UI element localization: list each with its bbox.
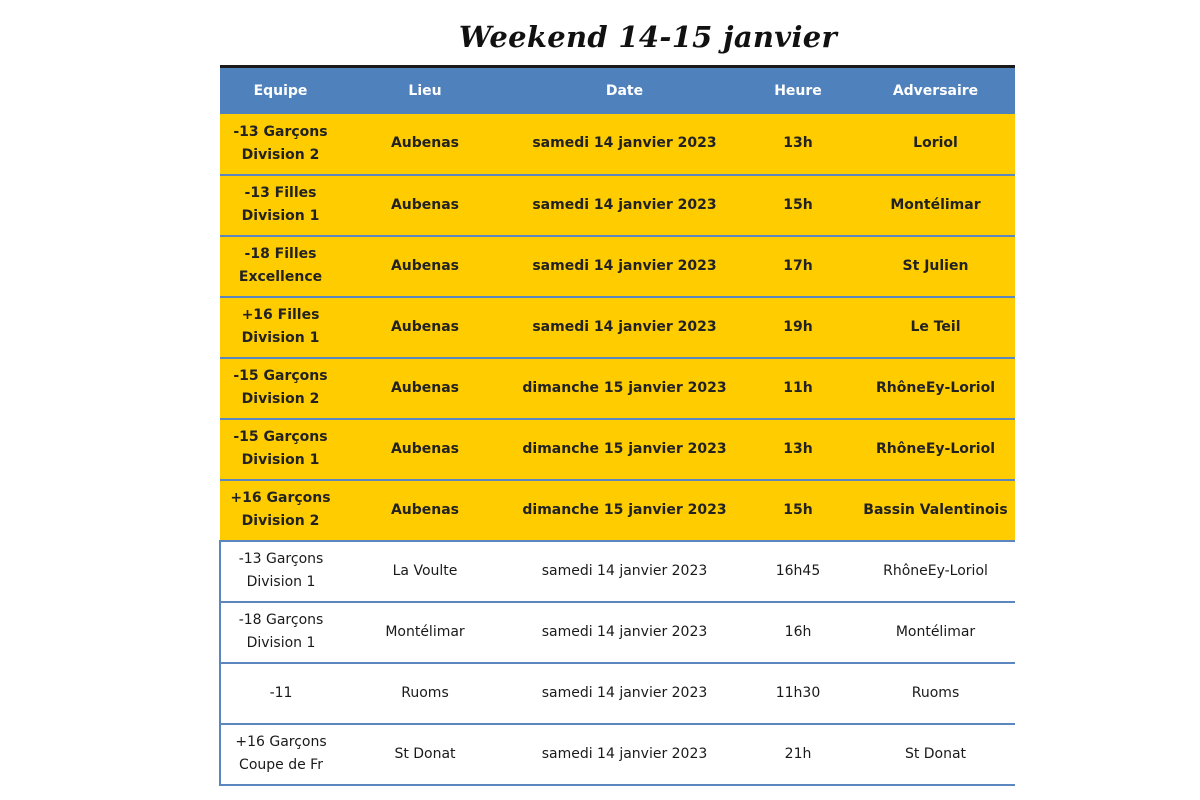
cell-heure: 21h [740,724,856,785]
cell-date: dimanche 15 janvier 2023 [509,480,740,541]
table-row [220,114,1015,175]
cell-equipe [220,663,341,724]
team-division: Division 1 [246,574,316,590]
team-name: -13 Garçons [233,123,328,140]
cell-date: samedi 14 janvier 2023 [509,175,740,236]
cell-adversaire: RhôneEy-Loriol [856,541,1015,602]
team-division: Division 2 [241,391,320,407]
cell-equipe [220,480,341,541]
cell-date: samedi 14 janvier 2023 [509,297,740,358]
table-row [220,419,1015,480]
table-row [220,480,1015,541]
cell-lieu: Aubenas [341,480,509,541]
cell-date: samedi 14 janvier 2023 [509,236,740,297]
team-division: Division 2 [241,513,320,529]
cell-lieu: La Voulte [341,541,509,602]
cell-heure: 13h [740,419,856,480]
cell-heure: 17h [740,236,856,297]
cell-equipe [220,175,341,236]
team-name: +16 Garçons [230,490,331,506]
cell-lieu: Aubenas [341,175,509,236]
table-header-row [220,67,1015,114]
page-title: Weekend 14-15 janvier [458,20,838,54]
cell-heure: 16h [740,602,856,663]
cell-adversaire: RhôneEy-Loriol [856,358,1015,419]
team-division: Coupe de Fr [239,757,323,773]
team-division: Division 1 [246,635,316,651]
cell-adversaire: RhôneEy-Loriol [856,419,1015,480]
cell-equipe [220,541,341,602]
cell-heure: 16h45 [740,541,856,602]
cell-equipe [220,602,341,663]
cell-adversaire: Ruoms [856,663,1015,724]
cell-lieu: St Donat [341,724,509,785]
cell-date: dimanche 15 janvier 2023 [509,419,740,480]
table-row [220,175,1015,236]
column-header-lieu: Lieu [341,67,509,114]
cell-heure: 11h30 [740,663,856,724]
team-name: -15 Garçons [233,429,328,445]
team-division: Division 1 [241,330,320,346]
cell-lieu: Aubenas [341,297,509,358]
cell-adversaire: Montélimar [856,175,1015,236]
table-row [220,297,1015,358]
table-row [220,236,1015,297]
team-name: -13 Filles [244,185,317,201]
cell-equipe [220,419,341,480]
team-division: Division 1 [241,208,320,224]
cell-heure: 11h [740,358,856,419]
team-division: Division 2 [241,146,320,163]
table-row [220,724,1015,785]
cell-equipe [220,236,341,297]
cell-adversaire: Le Teil [856,297,1015,358]
cell-lieu: Aubenas [341,358,509,419]
cell-date: samedi 14 janvier 2023 [509,663,740,724]
cell-lieu: Aubenas [341,419,509,480]
team-name: -18 Filles [244,246,317,262]
team-name: +16 Filles [241,307,320,323]
cell-heure: 13h [740,114,856,175]
column-header-equipe: Equipe [220,67,341,114]
table-row [220,358,1015,419]
team-name: +16 Garçons [235,734,327,750]
team-division: Excellence [238,269,323,285]
table-row [220,663,1015,724]
cell-lieu: Ruoms [341,663,509,724]
cell-adversaire: St Donat [856,724,1015,785]
cell-heure: 15h [740,480,856,541]
cell-date: dimanche 15 janvier 2023 [509,358,740,419]
team-division: Division 1 [241,452,320,468]
column-header-date: Date [509,67,740,114]
cell-equipe [220,358,341,419]
team-name: -11 [269,684,293,701]
team-name: -18 Garçons [238,612,324,628]
column-header-adversaire: Adversaire [856,67,1015,114]
cell-heure: 19h [740,297,856,358]
column-header-heure: Heure [740,67,856,114]
cell-lieu: Montélimar [341,602,509,663]
team-name: -15 Garçons [233,368,328,384]
cell-equipe [220,724,341,785]
cell-lieu: Aubenas [341,114,509,175]
team-name: -13 Garçons [238,551,324,567]
table-row [220,602,1015,663]
cell-adversaire: Bassin Valentinois [856,480,1015,541]
cell-equipe [220,297,341,358]
table-row [220,541,1015,602]
cell-date: samedi 14 janvier 2023 [509,724,740,785]
cell-adversaire: Montélimar [856,602,1015,663]
cell-date: samedi 14 janvier 2023 [509,541,740,602]
cell-adversaire: Loriol [856,114,1015,175]
cell-equipe [220,114,341,175]
cell-lieu: Aubenas [341,236,509,297]
cell-adversaire: St Julien [856,236,1015,297]
cell-date: samedi 14 janvier 2023 [509,602,740,663]
cell-heure: 15h [740,175,856,236]
match-schedule-table [219,65,1015,786]
cell-date: samedi 14 janvier 2023 [509,114,740,175]
